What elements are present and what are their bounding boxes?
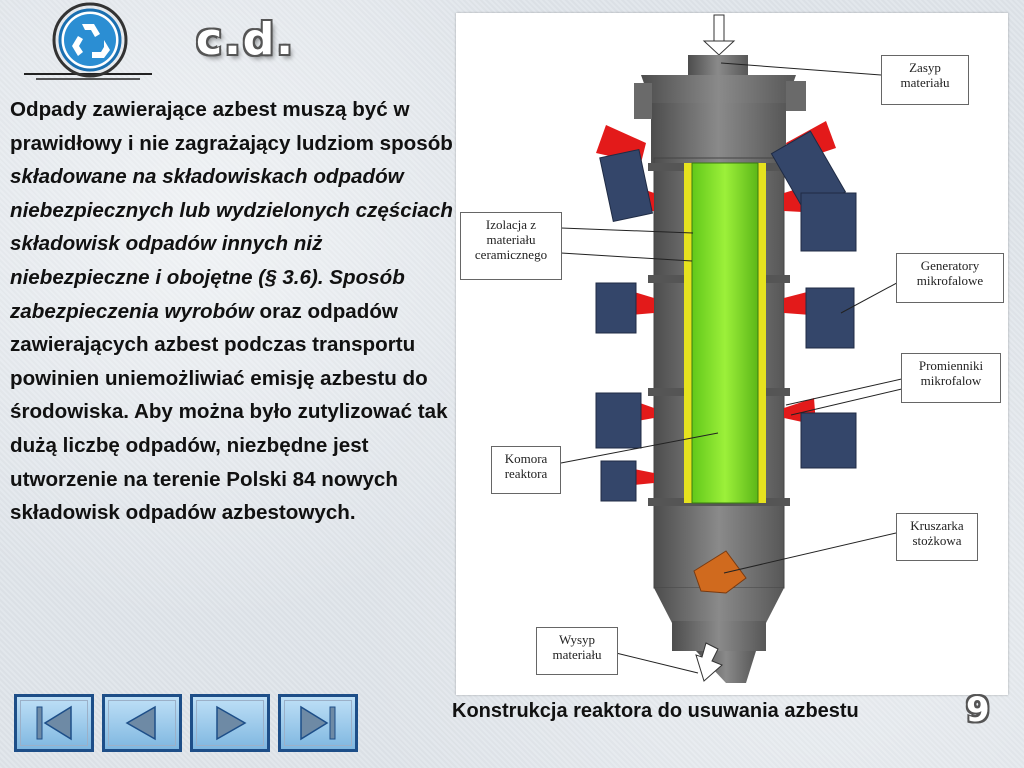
first-slide-icon [29,703,79,743]
slide-title: c.d. [196,14,296,65]
last-slide-icon [293,703,343,743]
reactor-diagram [456,13,1008,695]
label-kruszarka: Kruszarka stożkowa [896,513,978,561]
label-komora: Komora reaktora [491,446,561,494]
first-slide-button[interactable] [14,694,94,752]
label-generatory: Generatory mikrofalowe [896,253,1004,303]
label-promienniki: Promienniki mikrofalow [901,353,1001,403]
recycle-logo [22,2,152,82]
label-wysyp: Wysyp materiału [536,627,618,675]
page-number: 9 [966,690,990,730]
slide-navigation [14,694,358,752]
figure-caption: Konstrukcja reaktora do usuwania azbestu [452,700,859,722]
body-text-part-2: składowane na składowiskach odpadów niebezpiecznych lub wydzielonych częściach składowisk odpadów [10,165,453,256]
next-slide-icon [205,703,255,743]
body-text-part-1: Odpady zawierające azbest muszą być w prawidłowy i nie zagrażający ludziom sposób [10,98,453,155]
body-text-part-3: innych niż niebezpieczne i obojętne (§ 3.6). Sposób zabezpieczenia wyrobów [10,232,405,323]
label-izolacja: Izolacja z materiału ceramicznego [460,212,562,280]
inlet-arrow [704,15,734,55]
body-text-part-4: oraz odpadów zawierających azbest podczas transportu powinien uniemożliwiać emisję azbestu do środowiska. Aby można było zutylizować tak dużą liczbę odpadów, niezbędne jest utworzenie na terenie Polski 84 nowych składowisk odpadów azbestowych. [10,299,448,525]
next-slide-button[interactable] [190,694,270,752]
recycle-icon [22,2,152,82]
previous-slide-button[interactable] [102,694,182,752]
previous-slide-icon [117,703,167,743]
last-slide-button[interactable] [278,694,358,752]
label-zasyp: Zasyp materiału [881,55,969,105]
body-paragraph [10,93,455,530]
